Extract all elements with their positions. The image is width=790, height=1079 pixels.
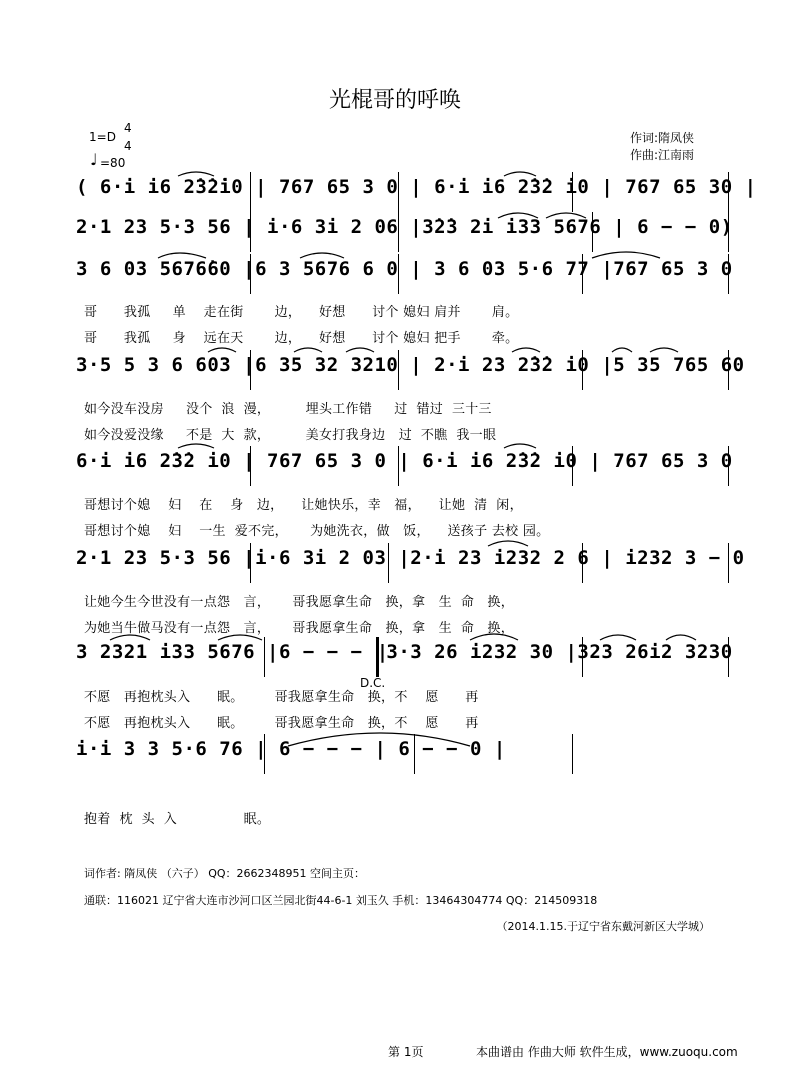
tempo: =80 — [100, 156, 126, 170]
lyric-line: 为她当牛做马没有一点怨 言， 哥我愿拿生命 换，拿 生 命 换， — [84, 621, 515, 636]
lyric-line: 哥 我孤 单 走在街 边， 好想 讨个 媳妇 肩并 肩。 — [84, 305, 519, 320]
contact-info: 通联：116021 辽宁省大连市沙河口区兰园北街44-6-1 刘玉久 手机：13464304774 QQ：214509318 — [84, 894, 598, 907]
generator-note: 本曲谱由 作曲大师 软件生成，www.zuoqu.com — [476, 1045, 738, 1059]
lyric-line: 如今没爱没缘 不是 大 款， 美女打我身边 过 不瞧 我一眼 — [84, 428, 497, 443]
lyric-line: 让她今生今世没有一点怨 言， 哥我愿拿生命 换，拿 生 命 换， — [84, 595, 515, 610]
page-number: 第 1页 — [388, 1045, 424, 1059]
notation-text: i·i 3 3 5·6 76 | 6 − − − | 6 − − 0 | — [76, 738, 506, 760]
lyric-line: 哥想讨个媳 妇 一生 爱不完， 为她洗衣，做 饭， 送孩子 去校 园。 — [84, 524, 550, 539]
notation-text: 2·1 23 5·3 56 |i·6 3i 2 03 |2·i 23 i232 2 6 | i232 3 − 0 — [76, 547, 745, 569]
lyric-line: 不愿 再抱枕头入 眠。 哥我愿拿生命 换，不 愿 再 — [84, 690, 479, 705]
date-note: （2014.1.15.于辽宁省东戴河新区大学城） — [496, 920, 710, 933]
time-signature-top: 4 — [124, 121, 132, 135]
notation-text: 3 2321 i33 5676 |6 − − − ‖3·3 26 i232 30 |323 26i2 3230 — [76, 641, 733, 663]
quarter-note-icon: ♩ — [90, 150, 98, 169]
notation-text: 2·1 23 5·3 56 | i·6 3i 2 06 |3̇2̇3 2i i33 5676 | 6 − − 0) — [76, 216, 733, 238]
lyric-line: 哥想讨个媳 妇 在 身 边， 让她快乐，幸 福， 让她 清 闲， — [84, 498, 523, 513]
notation-text: 3·5 5 3 6 603 |6 35 32 3210 | 2·i 23 2̇3̇2 i0 |5 35 765 60 — [76, 354, 745, 376]
page-title: 光棍哥的呼唤 — [328, 88, 461, 113]
lyric-line: 不愿 再抱枕头入 眠。 哥我愿拿生命 换，不 愿 再 — [84, 716, 479, 731]
notation-text: 3 6 03 5676̇60 |6 3 5676 6 0 | 3 6 03 5·6 77 |767 65 3 0 — [76, 258, 733, 280]
notation-text: ( 6·i i6 2̇3̇2̇i0 | 767 65 3 0 | 6·i i6 2̇3̇2 i0 | 767 65 30 | — [76, 176, 757, 198]
notation-text: 6·i i6 2̇3̇2 i0 | 767 65 3 0 | 6·i i6 2̇3̇2 i0 | 767 65 3 0 — [76, 450, 733, 472]
author-info: 词作者: 隋凤侠 （六子） QQ：2662348951 空间主页： — [84, 867, 365, 880]
key-signature: 1=D — [89, 130, 116, 144]
lyric-line: 如今没车没房 没个 浪 漫， 埋头工作错 过 错过 三十三 — [84, 402, 492, 417]
lyric-line: 抱着 枕 头 入 眠。 — [84, 812, 271, 827]
lyricist-credit: 作词:隋凤侠 — [630, 131, 695, 145]
dc-mark: D.C. — [360, 676, 386, 690]
time-signature-bottom: 4 — [124, 139, 132, 153]
composer-credit: 作曲:江南雨 — [630, 148, 695, 162]
lyric-line: 哥 我孤 身 远在天 边， 好想 讨个 媳妇 把手 牵。 — [84, 331, 519, 346]
